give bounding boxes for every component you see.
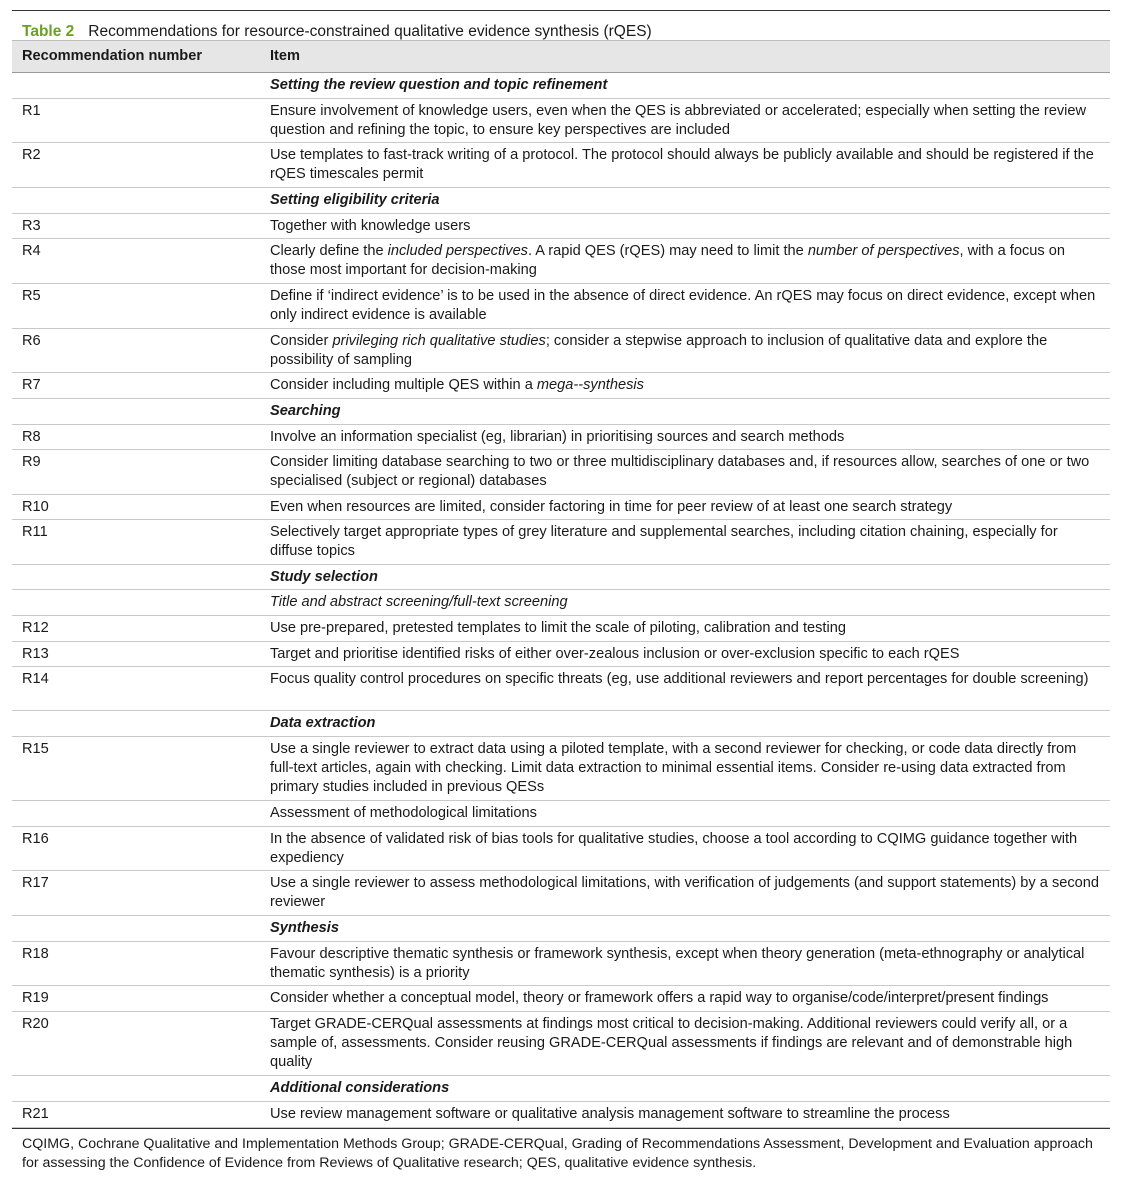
header-item: Item — [260, 41, 1110, 73]
recommendation-number — [12, 399, 260, 425]
recommendation-number — [12, 565, 260, 590]
item-text: . A rapid QES (rQES) may need to limit the — [527, 243, 808, 259]
table-row — [12, 143, 1110, 188]
recommendation-item: Setting eligibility criteria — [260, 188, 1110, 214]
recommendation-item: Ensure involvement of knowledge users, even when the QES is abbreviated or accelerated; especially when setting the review question and refining the topic, to ensure key perspectives are included — [260, 99, 1110, 143]
recommendation-number: R21 — [12, 1102, 260, 1128]
table-header — [12, 41, 1110, 73]
recommendation-number: R14 — [12, 667, 260, 711]
recommendation-number — [12, 1076, 260, 1102]
recommendation-number: R13 — [12, 642, 260, 667]
recommendation-item: Searching — [260, 399, 1110, 425]
header-recommendation-number: Recommendation number — [12, 41, 260, 73]
table-row — [12, 425, 1110, 450]
recommendation-item: Favour descriptive thematic synthesis or framework synthesis, except when theory generation (meta-ethnography or analytical thematic synthesis) is a priority — [260, 942, 1110, 986]
section-row — [12, 590, 1110, 616]
recommendation-item: Consider limiting database searching to two or three multidisciplinary databases and, if resources allow, searches of one or two specialised (subject or regional) databases — [260, 450, 1110, 495]
recommendation-number: R8 — [12, 425, 260, 450]
header-row — [12, 41, 1110, 73]
recommendation-item: Data extraction — [260, 711, 1110, 737]
recommendation-item: Even when resources are limited, consider factoring in time for peer review of at least one search strategy — [260, 495, 1110, 520]
recommendation-item: Use a single reviewer to extract data using a piloted template, with a second reviewer for checking, or code data directly from full-text articles, again with checking. Limit data extraction to minimal essential items. Consider re-using data extracted from primary studies included in previous QESs — [260, 737, 1110, 801]
recommendation-number: R17 — [12, 871, 260, 916]
recommendation-number: R1 — [12, 99, 260, 143]
section-row — [12, 188, 1110, 214]
recommendation-number: R11 — [12, 520, 260, 565]
table-row — [12, 616, 1110, 642]
section-row — [12, 399, 1110, 425]
recommendation-number: R20 — [12, 1012, 260, 1076]
table-caption — [12, 10, 1110, 40]
section-row — [12, 1076, 1110, 1102]
table-row — [12, 520, 1110, 565]
emphasis-text: included perspectives — [387, 243, 528, 259]
recommendation-number: R15 — [12, 737, 260, 801]
recommendation-number: R19 — [12, 986, 260, 1012]
table-body — [12, 73, 1110, 1128]
recommendation-item: In the absence of validated risk of bias tools for qualitative studies, choose a tool according to CQIMG guidance together with expediency — [260, 827, 1110, 871]
table-row — [12, 986, 1110, 1012]
table-footnote: CQIMG, Cochrane Qualitative and Implementation Methods Group; GRADE-CERQual, Grading of Recommendations Assessment, Development and Evaluation approach for assessing the Confidence of Evidence from Reviews of Qualitative research; QES, qualitative evidence synthesis. — [12, 1128, 1110, 1173]
item-text: Clearly define the — [270, 243, 388, 259]
table-figure — [12, 10, 1110, 1173]
recommendation-number: R3 — [12, 214, 260, 239]
item-text: Consider — [270, 333, 333, 349]
recommendation-item: Setting the review question and topic refinement — [260, 73, 1110, 99]
recommendation-number: R16 — [12, 827, 260, 871]
recommendation-item: Assessment of methodological limitations — [260, 801, 1110, 827]
recommendation-item: Target and prioritise identified risks of either over-zealous inclusion or over-exclusion specific to each rQES — [260, 642, 1110, 667]
table-row — [12, 827, 1110, 871]
recommendation-item — [260, 329, 1110, 373]
table-row — [12, 373, 1110, 399]
recommendation-item: Additional considerations — [260, 1076, 1110, 1102]
recommendation-number — [12, 590, 260, 616]
recommendation-item: Use templates to fast-track writing of a protocol. The protocol should always be publicly available and should be registered if the rQES timescales permit — [260, 143, 1110, 188]
recommendation-item — [260, 239, 1110, 284]
item-text: , with a focus on those most important for decision-making — [270, 243, 1065, 278]
table-row — [12, 329, 1110, 373]
table-row — [12, 450, 1110, 495]
recommendation-item: Focus quality control procedures on specific threats (eg, use additional reviewers and report percentages for double screening) — [260, 667, 1110, 711]
recommendation-number — [12, 916, 260, 942]
item-text: Consider including multiple QES within a — [270, 377, 537, 393]
recommendation-number: R7 — [12, 373, 260, 399]
recommendation-number: R10 — [12, 495, 260, 520]
recommendation-item: Use review management software or qualitative analysis management software to streamline the process — [260, 1102, 1110, 1128]
recommendation-item: Involve an information specialist (eg, librarian) in prioritising sources and search methods — [260, 425, 1110, 450]
recommendation-item: Define if ‘indirect evidence’ is to be used in the absence of direct evidence. An rQES may focus on direct evidence, except when only indirect evidence is available — [260, 284, 1110, 329]
emphasis-text: number of perspectives — [807, 243, 960, 259]
recommendation-item: Synthesis — [260, 916, 1110, 942]
recommendation-item: Selectively target appropriate types of grey literature and supplemental searches, including citation chaining, especially for diffuse topics — [260, 520, 1110, 565]
section-row — [12, 801, 1110, 827]
section-row — [12, 916, 1110, 942]
recommendation-number — [12, 73, 260, 99]
table-row — [12, 871, 1110, 916]
section-row — [12, 565, 1110, 590]
item-text: ; consider a stepwise approach to inclusion of qualitative data and explore the possibility of sampling — [270, 333, 1048, 368]
recommendation-item: Target GRADE-CERQual assessments at findings most critical to decision-making. Additional reviewers could verify all, or a sample of, assessments. Consider reusing GRADE-CERQual assessments if findings are relevant and of demonstrable high quality — [260, 1012, 1110, 1076]
recommendation-number — [12, 188, 260, 214]
recommendation-number: R9 — [12, 450, 260, 495]
section-row — [12, 73, 1110, 99]
table-row — [12, 239, 1110, 284]
recommendation-item: Title and abstract screening/full-text screening — [260, 590, 1110, 616]
table-row — [12, 214, 1110, 239]
table-number: Table 2 — [22, 23, 75, 40]
recommendation-item — [260, 373, 1110, 399]
table-row — [12, 642, 1110, 667]
recommendation-item: Consider whether a conceptual model, theory or framework offers a rapid way to organise/code/interpret/present findings — [260, 986, 1110, 1012]
recommendation-item: Study selection — [260, 565, 1110, 590]
recommendation-number — [12, 801, 260, 827]
recommendation-number: R12 — [12, 616, 260, 642]
table-row — [12, 495, 1110, 520]
recommendation-number: R18 — [12, 942, 260, 986]
table-row — [12, 284, 1110, 329]
recommendation-number: R6 — [12, 329, 260, 373]
table-title: Recommendations for resource-constrained qualitative evidence synthesis (rQES) — [88, 23, 652, 40]
recommendation-number: R2 — [12, 143, 260, 188]
recommendation-number: R5 — [12, 284, 260, 329]
table-row — [12, 667, 1110, 711]
table-row — [12, 942, 1110, 986]
table-row — [12, 99, 1110, 143]
emphasis-text: privileging rich qualitative studies — [332, 333, 546, 349]
table-row — [12, 1012, 1110, 1076]
table-row — [12, 1102, 1110, 1128]
section-row — [12, 711, 1110, 737]
recommendation-item: Use a single reviewer to assess methodological limitations, with verification of judgements (and support statements) by a second reviewer — [260, 871, 1110, 916]
table-row — [12, 737, 1110, 801]
recommendation-item: Together with knowledge users — [260, 214, 1110, 239]
emphasis-text: mega--synthesis — [536, 377, 644, 393]
recommendation-item: Use pre-prepared, pretested templates to limit the scale of piloting, calibration and testing — [260, 616, 1110, 642]
recommendation-number — [12, 711, 260, 737]
recommendation-number: R4 — [12, 239, 260, 284]
recommendations-table — [12, 40, 1110, 1128]
